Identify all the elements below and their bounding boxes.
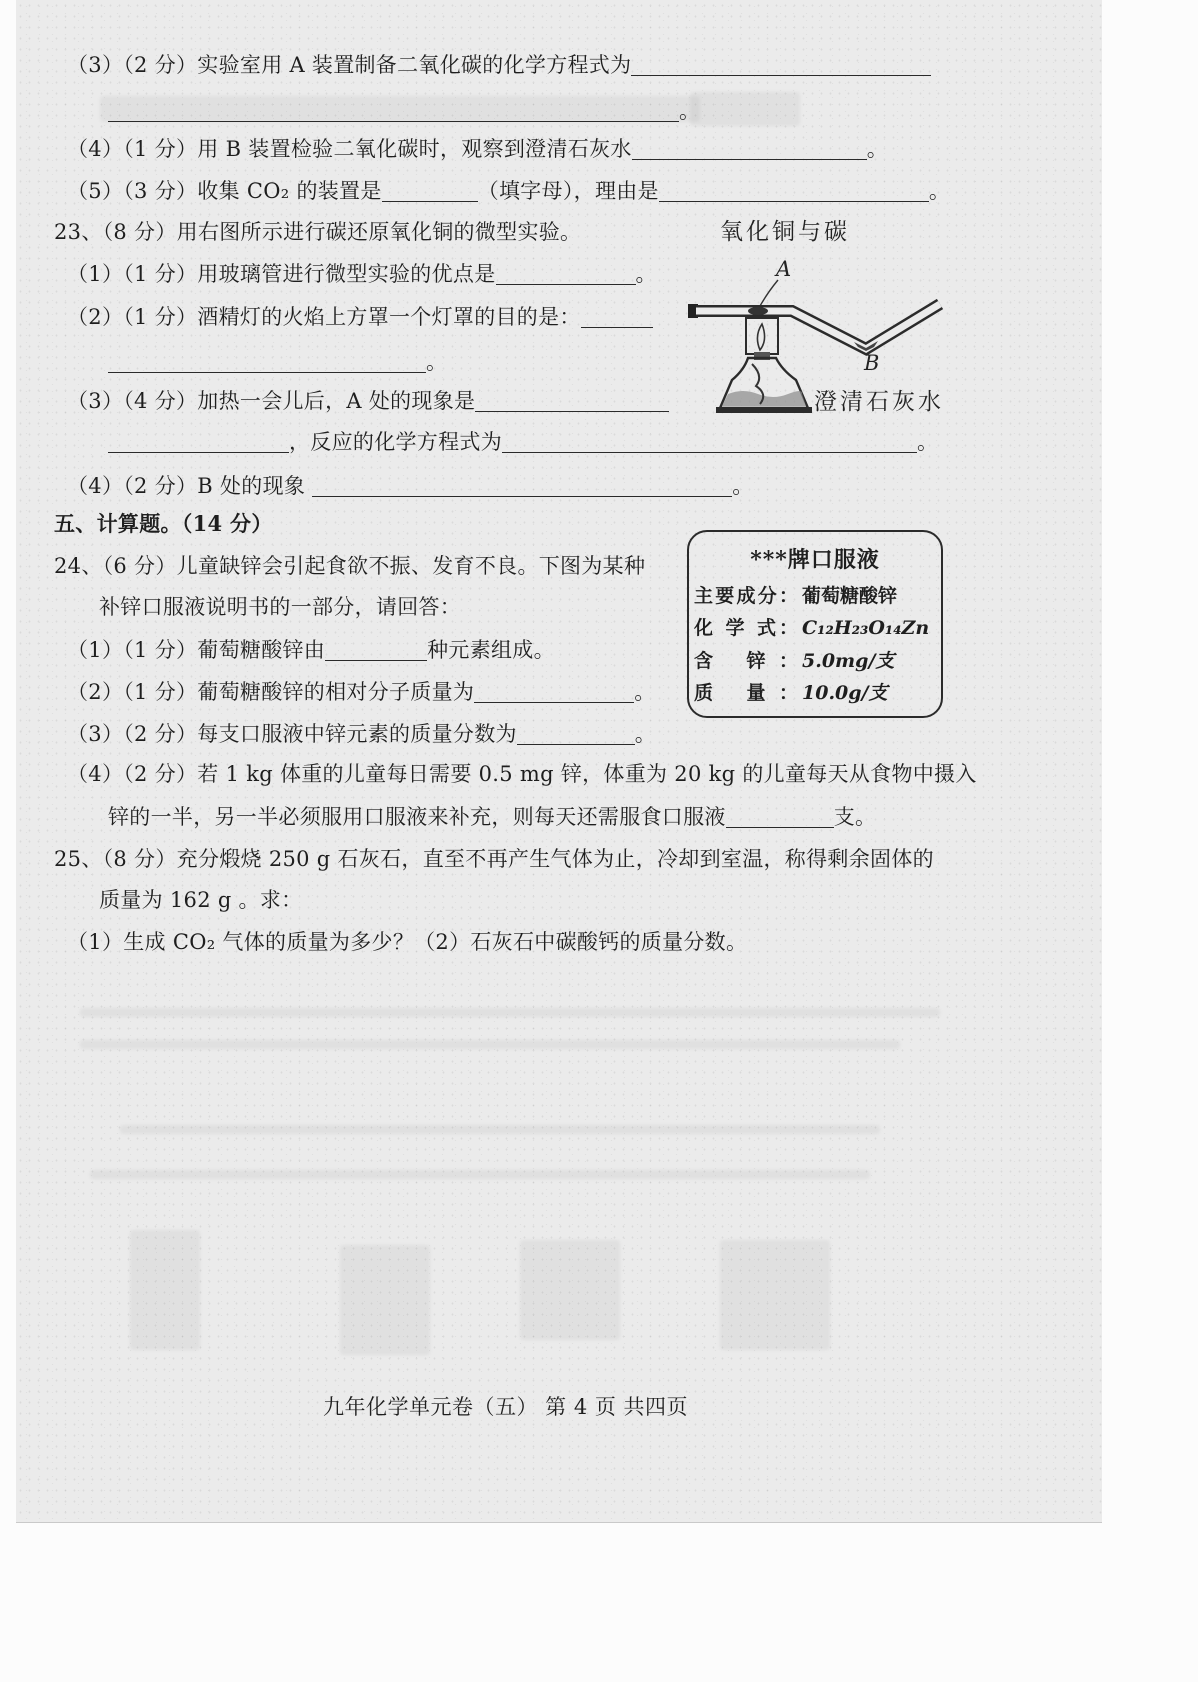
answer-blank	[581, 307, 653, 328]
answer-blank	[474, 682, 634, 703]
label-row-ingredient	[694, 582, 897, 610]
q24-part2	[67, 678, 656, 706]
q25-questions	[67, 928, 747, 956]
answer-blank	[632, 139, 867, 160]
punctuation: 。	[928, 179, 951, 203]
answer-blank	[312, 476, 732, 497]
label-value: 葡萄糖酸锌	[802, 585, 898, 607]
figure-label-cuo-carbon: 氧化铜与碳	[720, 219, 850, 245]
q22-part5	[67, 177, 950, 205]
q23-part1	[67, 260, 657, 288]
question-text: （3）（2 分）实验室用 A 装置制备二氧化碳的化学方程式为	[67, 53, 632, 77]
bleed-through-mark	[80, 1040, 900, 1049]
question-text: 质量为 162 g 。求：	[99, 888, 303, 912]
question-text: 25、（8 分）充分煅烧 250 g 石灰石，直至不再产生气体为止，冷却到室温，称得剩余固体的	[54, 847, 934, 871]
q22-part3	[67, 51, 931, 79]
answer-blank	[475, 391, 669, 412]
q24-part4-2	[108, 803, 876, 831]
question-text: （4）（2 分）若 1 kg 体重的儿童每日需要 0.5 mg 锌，体重为 20 kg 的儿童每天从食物中摄入	[67, 762, 977, 786]
bleed-through-mark	[720, 1240, 830, 1350]
q22-part4	[67, 135, 888, 163]
punctuation: 。	[732, 474, 754, 498]
punctuation: 。	[635, 262, 657, 286]
q23-stem	[54, 218, 581, 246]
question-text: 锌的一半，另一半必须服用口服液来补充，则每天还需服食口服液	[108, 805, 726, 829]
figure-label-a: A	[776, 257, 792, 281]
label-row-formula	[694, 614, 929, 642]
label-value: 5.0mg/支	[802, 650, 895, 672]
punctuation: 。	[634, 680, 656, 704]
leader-line-a	[760, 280, 778, 306]
answer-blank	[517, 724, 635, 745]
label-key: 化 学 式：	[694, 617, 798, 639]
question-text: （2）（1 分）葡萄糖酸锌的相对分子质量为	[67, 680, 475, 704]
q23-part2-cont	[108, 348, 447, 376]
q22-part3-cont	[108, 97, 700, 125]
figure-label-b: B	[864, 351, 880, 375]
answer-blank	[325, 640, 427, 661]
bleed-through-mark	[80, 1008, 940, 1017]
question-text: 23、（8 分）用右图所示进行碳还原氧化铜的微型实验。	[54, 220, 582, 244]
bleed-through-mark	[690, 92, 800, 126]
label-value: C₁₂H₂₃O₁₄Zn	[802, 617, 930, 639]
bleed-through-mark	[130, 1230, 200, 1350]
question-text: （1）（1 分）葡萄糖酸锌由	[67, 638, 326, 662]
label-row-zinc	[694, 647, 894, 675]
question-text: （4）（1 分）用 B 装置检验二氧化碳时，观察到澄清石灰水	[67, 137, 632, 161]
label-value: 10.0g/支	[802, 682, 888, 704]
answer-blank	[108, 352, 426, 373]
figure-label-limewater: 澄清石灰水	[814, 389, 944, 415]
answer-blank	[108, 432, 289, 453]
question-text: （1）生成 CO₂ 气体的质量为多少？（2）石灰石中碳酸钙的质量分数。	[67, 930, 748, 954]
answer-blank	[382, 181, 478, 202]
question-text: 补锌口服液说明书的一部分，请回答：	[99, 595, 462, 619]
question-text: （5）（3 分）收集 CO₂ 的装置是	[67, 179, 382, 203]
page-footer: 九年化学单元卷（五） 第 4 页 共四页	[323, 1395, 689, 1419]
question-text: 种元素组成。	[427, 638, 555, 662]
bleed-through-mark	[340, 1245, 430, 1355]
question-text: （1）（1 分）用玻璃管进行微型实验的优点是	[67, 262, 496, 286]
answer-blank	[659, 181, 929, 202]
question-text: （3）（2 分）每支口服液中锌元素的质量分数为	[67, 722, 517, 746]
q24-part4-1	[67, 760, 977, 788]
q24-stem-1	[54, 552, 645, 580]
question-text: （3）（4 分）加热一会儿后，A 处的现象是	[67, 389, 476, 413]
copper-oxide-carbon-sample	[748, 307, 768, 315]
bleed-through-mark	[90, 1170, 870, 1179]
answer-blank	[631, 55, 931, 76]
label-row-mass	[694, 679, 888, 707]
label-key: 主要成分：	[694, 585, 798, 607]
question-text: 24、（6 分）儿童缺锌会引起食欲不振、发育不良。下图为某种	[54, 554, 646, 578]
question-text: ，反应的化学方程式为	[289, 430, 502, 454]
question-text: （2）（1 分）酒精灯的火焰上方罩一个灯罩的目的是：	[67, 305, 581, 329]
question-text: （填字母），理由是	[477, 179, 659, 203]
q24-stem-2	[99, 593, 461, 621]
label-key: 含 锌：	[694, 650, 798, 672]
punctuation: 。	[679, 99, 701, 123]
punctuation: 。	[866, 137, 888, 161]
apparatus-diagram	[688, 252, 950, 418]
q24-part1	[67, 636, 555, 664]
glass-tube-bore	[696, 304, 940, 349]
punctuation: 。	[426, 350, 448, 374]
punctuation: 。	[917, 430, 939, 454]
q24-part3	[67, 720, 656, 748]
q23-part4	[67, 472, 754, 500]
lamp-alcohol	[722, 391, 806, 406]
punctuation: 。	[634, 722, 657, 746]
bleed-through-mark	[520, 1240, 620, 1340]
oral-liquid-label	[687, 530, 943, 718]
question-text: （4）（2 分）B 处的现象	[67, 474, 306, 498]
section-title: 五、计算题。（14 分）	[54, 511, 273, 536]
answer-blank	[502, 432, 917, 453]
answer-blank	[726, 807, 834, 828]
q25-stem-2	[99, 886, 302, 914]
q23-part3	[67, 387, 669, 415]
lamp-base	[716, 407, 812, 413]
label-key: 质 量：	[694, 682, 798, 704]
flame-icon	[757, 324, 764, 350]
section-heading	[54, 510, 273, 538]
label-title: ***牌口服液	[750, 547, 880, 573]
bleed-through-mark	[120, 1125, 880, 1134]
question-text: 支。	[833, 805, 877, 829]
q23-part2	[67, 303, 653, 331]
answer-blank	[496, 264, 636, 285]
q23-part3-cont	[108, 428, 938, 456]
q25-stem-1	[54, 845, 934, 873]
answer-blank	[108, 101, 679, 122]
